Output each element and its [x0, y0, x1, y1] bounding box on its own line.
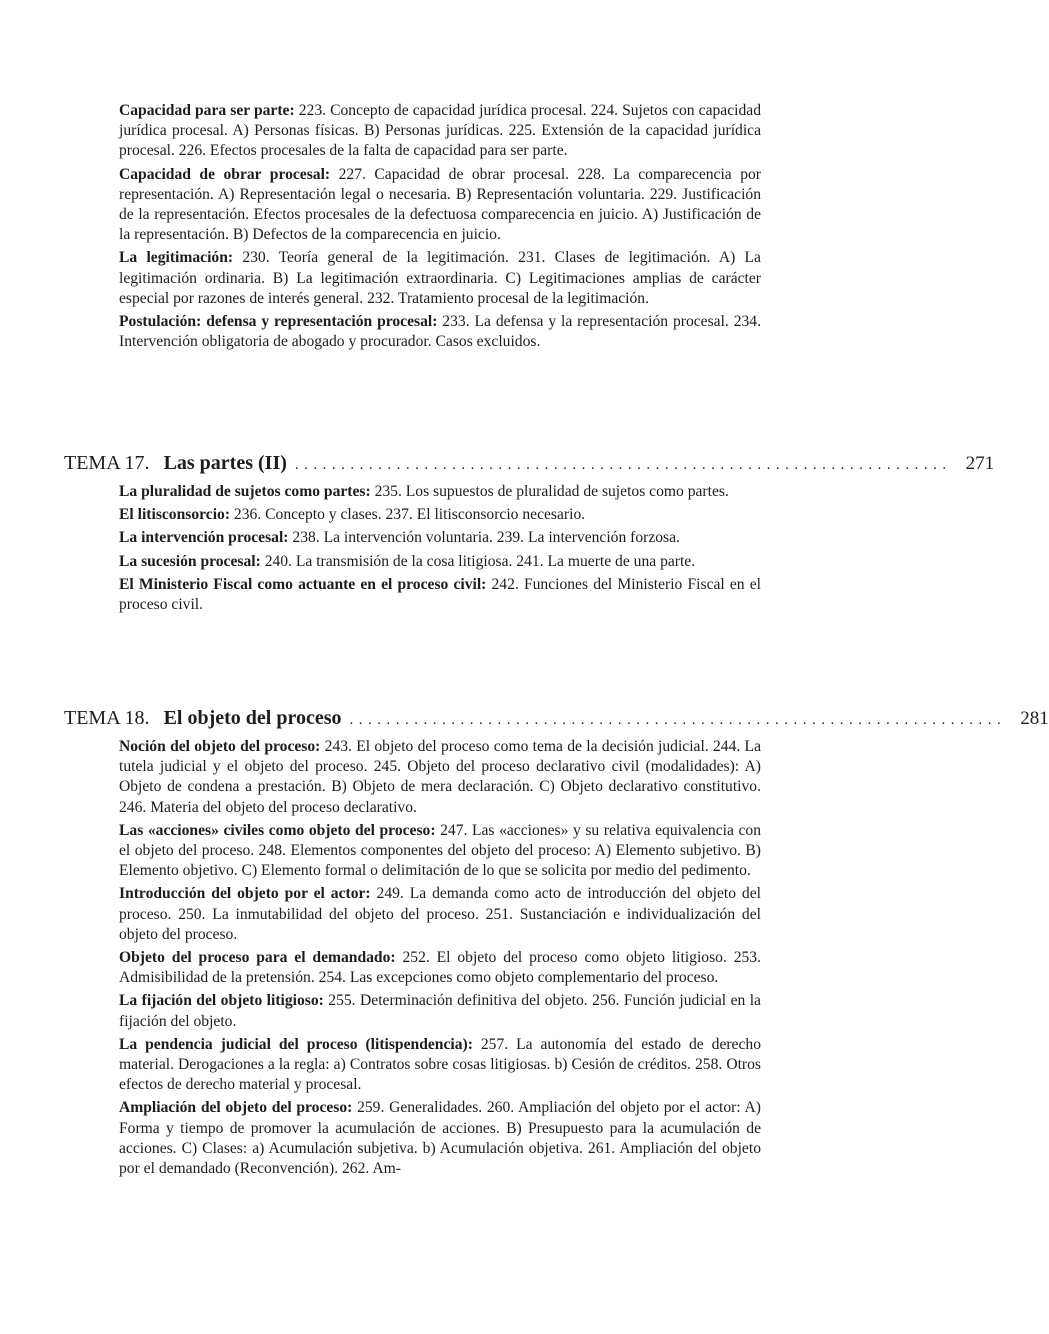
tema-number: TEMA 18.	[64, 707, 150, 729]
entry-text: 242. Funciones del Ministerio Fiscal en el proceso civil.	[119, 575, 761, 614]
tema-17-entries	[119, 482, 761, 618]
toc-entry	[119, 101, 761, 162]
leader-dots: .......................................................................	[349, 712, 1007, 728]
toc-entry	[119, 505, 761, 525]
entry-text: 259. Generalidades. 260. Ampliación del objeto por el actor: A) Forma y tiempo de promover la acumulación de acciones. B) Presupuesto para la acumulación de acciones. C) Clases: a) Acumulación subjetiva. b) Acumulación objetiva. 261. Ampliación del objeto por el demandado (Reconvención). 262. Am-	[119, 1099, 761, 1178]
entry-heading: La sucesión procesal:	[119, 552, 261, 570]
entry-heading: El litisconsorcio:	[119, 506, 231, 524]
tema-page-number: 271	[965, 453, 995, 474]
tema-18-entries	[119, 737, 761, 1182]
toc-entry	[119, 165, 761, 246]
entry-heading: Noción del objeto del proceso:	[119, 738, 321, 755]
entry-text: 233. La defensa y la representación procesal. 234. Intervención obligatoria de abogado y procurador. Casos excluidos.	[119, 313, 761, 351]
toc-entry	[119, 248, 761, 309]
entry-heading: Las «acciones» civiles como objeto del proceso:	[119, 821, 436, 839]
entry-heading: La intervención procesal:	[119, 529, 289, 547]
entry-heading: Capacidad para ser parte:	[119, 102, 295, 119]
tema-title: El objeto del proceso	[163, 707, 342, 729]
entry-text: 243. El objeto del proceso como tema de la decisión judicial. 244. La tutela judicial y el objeto del proceso. 245. Objeto del proceso declarativo civil (modalidades): A) Objeto de condena a prestación. B) Objeto de mera declaración. C) Objeto declarativo constitutivo. 246. Materia del objeto del proceso declarativo.	[119, 738, 762, 816]
entry-heading: Postulación: defensa y representación procesal:	[119, 313, 438, 331]
entry-text: 223. Concepto de capacidad jurídica procesal. 224. Sujetos con capacidad jurídica procesal. A) Personas físicas. B) Personas jurídicas. 225. Extensión de la capacidad jurídica procesal. 226. Efectos procesales de la falta de capacidad para ser parte.	[119, 102, 761, 160]
toc-entry	[119, 575, 761, 615]
section-top	[119, 101, 761, 355]
toc-entry	[119, 552, 761, 572]
toc-entry	[119, 948, 761, 988]
tema-17-heading	[64, 451, 995, 477]
entry-text: 230. Teoría general de la legitimación. 231. Clases de legitimación. A) La legitimación ordinaria. B) La legitimación extraordinaria. C) Legitimaciones amplias de carácter especial por razones de interés general. 232. Tratamiento procesal de la legitimación.	[119, 249, 761, 307]
entry-heading: Objeto del proceso para el demandado:	[119, 949, 396, 967]
toc-entry	[119, 1098, 761, 1179]
entry-heading: Introducción del objeto por el actor:	[119, 885, 371, 903]
toc-entry	[119, 312, 761, 352]
entry-text: 240. La transmisión de la cosa litigiosa. 241. La muerte de una parte.	[260, 552, 696, 570]
tema-18-heading	[64, 706, 1049, 732]
toc-entry	[119, 1035, 761, 1096]
entry-heading: La legitimación:	[119, 249, 234, 267]
tema-number: TEMA 17.	[64, 452, 150, 474]
toc-entry	[119, 737, 761, 818]
entry-text: 255. Determinación definitiva del objeto. 256. Función judicial en la fijación del objeto.	[119, 992, 761, 1030]
entry-text: 249. La demanda como acto de introducción del objeto del proceso. 250. La inmutabilidad del objeto del proceso. 251. Sustanciación e individualización del objeto del proceso.	[119, 885, 761, 943]
leader-dots: .......................................................................	[294, 457, 952, 473]
entry-text: 236. Concepto y clases. 237. El litisconsorcio necesario.	[230, 506, 586, 524]
entry-heading: La pluralidad de sujetos como partes:	[119, 483, 371, 500]
toc-entry	[119, 482, 761, 502]
entry-heading: Ampliación del objeto del proceso:	[119, 1099, 353, 1117]
entry-text: 238. La intervención voluntaria. 239. La intervención forzosa.	[288, 529, 680, 547]
entry-heading: La pendencia judicial del proceso (litispendencia):	[119, 1035, 473, 1053]
tema-page-number: 281	[1020, 708, 1049, 729]
entry-text: 247. Las «acciones» y su relativa equivalencia con el objeto del proceso. 248. Elementos componentes del objeto del proceso: A) Elemento subjetivo. B) Elemento objetivo. C) Elemento formal o delimitación de lo que se solicita por medio del pedimento.	[119, 821, 762, 880]
entry-text: 235. Los supuestos de pluralidad de sujetos como partes.	[370, 483, 729, 500]
entry-text: 252. El objeto del proceso como objeto litigioso. 253. Admisibilidad de la pretensión. 254. Las excepciones como objeto complementario del proceso.	[119, 949, 761, 987]
entry-heading: La fijación del objeto litigioso:	[119, 992, 324, 1010]
entry-text: 257. La autonomía del estado de derecho material. Derogaciones a la regla: a) Contratos sobre cosas litigiosas. b) Cesión de créditos. 258. Otros efectos de derecho material y procesal.	[119, 1035, 761, 1094]
toc-entry	[119, 884, 761, 945]
tema-title: Las partes (II)	[163, 452, 287, 474]
entry-heading: El Ministerio Fiscal como actuante en el proceso civil:	[119, 575, 487, 593]
entry-heading: Capacidad de obrar procesal:	[119, 165, 331, 183]
toc-entry	[119, 528, 761, 548]
entry-text: 227. Capacidad de obrar procesal. 228. La comparecencia por representación. A) Representación legal o necesaria. B) Representación voluntaria. 229. Justificación de la representación. Efectos procesales de la defectuosa comparecencia en juicio. A) Justificación de la representación. B) Defectos de la comparecencia en juicio.	[119, 165, 761, 244]
toc-entry	[119, 821, 761, 882]
toc-entry	[119, 991, 761, 1031]
